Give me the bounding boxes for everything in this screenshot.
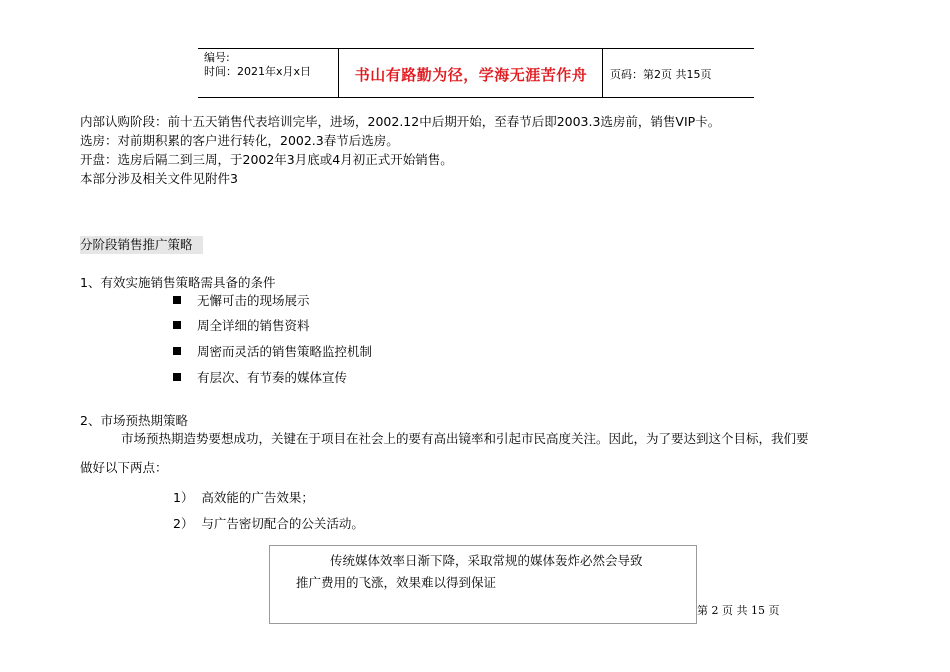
callout-line: 推广费用的飞涨，效果难以得到保证 <box>296 575 497 590</box>
page-footer: 第 2 页 共 15 页 <box>697 604 780 617</box>
header-meta <box>204 51 311 79</box>
bullet-text: 周全详细的销售资料 <box>197 318 310 333</box>
square-bullet-icon <box>173 296 181 304</box>
list-item <box>173 342 372 360</box>
bullet-text: 无懈可击的现场展示 <box>197 293 310 308</box>
header-motto: 书山有路勤为径，学海无涯苦作舟 <box>354 66 588 84</box>
attachment-note: 本部分涉及相关文件见附件3 <box>80 171 238 186</box>
item-number: 2） <box>173 516 194 531</box>
list-item <box>173 316 310 334</box>
bullet-text: 周密而灵活的销售策略监控机制 <box>197 344 373 359</box>
square-bullet-icon <box>173 347 181 355</box>
item-text: 高效能的广告效果； <box>201 490 314 505</box>
callout-textbox <box>269 545 697 624</box>
list-item <box>173 368 347 386</box>
header-page-number: 页码：第2页 共15页 <box>610 68 712 81</box>
item-number: 1） <box>173 490 194 505</box>
part1-heading: 1、有效实施销售策略需具备的条件 <box>80 275 276 290</box>
header-time: 时间：2021年x月x日 <box>204 65 312 78</box>
list-item <box>173 488 314 506</box>
list-item <box>173 291 310 309</box>
square-bullet-icon <box>173 321 181 329</box>
header-number: 编号: <box>204 51 230 64</box>
phase-room-selection: 选房：对前期积累的客户进行转化，2002.3春节后选房。 <box>80 133 399 148</box>
section-title: 分阶段销售推广策略 <box>80 236 203 254</box>
page-header <box>198 48 754 98</box>
part2-paragraph-line: 市场预热期造势要想成功，关键在于项目在社会上的要有高出镜率和引起市民高度关注。因此，为了要达到这个目标，我们要 <box>121 431 809 446</box>
callout-line: 传统媒体效率日渐下降，采取常规的媒体轰炸必然会导致 <box>330 553 643 568</box>
phase-internal-subscription: 内部认购阶段：前十五天销售代表培训完毕，进场，2002.12中后期开始，至春节后即2003.3选房前，销售VIP卡。 <box>80 114 721 129</box>
phase-opening: 开盘：选房后隔二到三周，于2002年3月底或4月初正式开始销售。 <box>80 152 453 167</box>
header-divider <box>602 49 603 97</box>
item-text: 与广告密切配合的公关活动。 <box>201 516 364 531</box>
bullet-text: 有层次、有节奏的媒体宣传 <box>197 370 348 385</box>
list-item <box>173 514 364 532</box>
part2-heading: 2、市场预热期策略 <box>80 413 188 428</box>
square-bullet-icon <box>173 373 181 381</box>
part2-paragraph-line: 做好以下两点： <box>80 460 168 475</box>
header-divider <box>338 49 339 97</box>
